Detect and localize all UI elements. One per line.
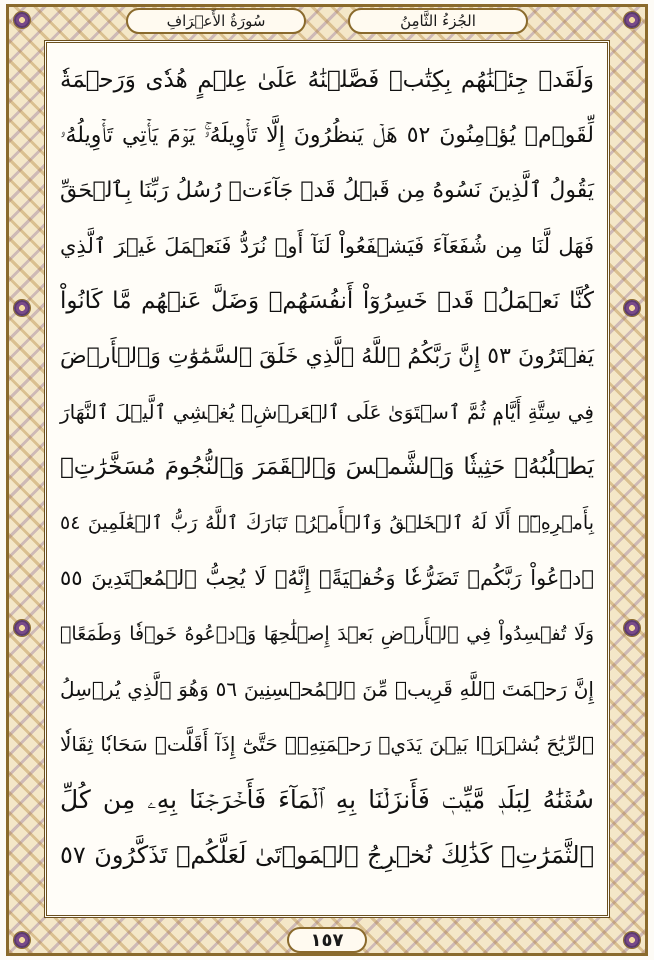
verse-line: يَفۡتَرُونَ ٥٣ إِنَّ رَبَّكُمُ ٱللَّهُ ٱلَّذِي خَلَقَ ٱلسَّمَٰوَٰتِ وَٱلۡأَرۡضَ — [60, 344, 594, 370]
verse-line: فِي سِتَّةِ أَيَّامٖ ثُمَّ ٱسۡتَوَىٰ عَلَى ٱلۡعَرۡشِۖ يُغۡشِي ٱلَّيۡلَ ٱلنَّهَارَ — [60, 400, 594, 425]
verse-line: سُقۡنَٰهُ لِبَلَدٖ مَّيِّتٖ فَأَنزَلۡنَا بِهِ ٱلۡمَآءَ فَأَخۡرَجۡنَا بِهِۦ مِن كُلِّ — [60, 784, 594, 814]
juz-label: الجُزءُ الثَّامِنُ — [400, 12, 476, 30]
rosette-ornament — [14, 12, 30, 28]
page-number — [287, 927, 367, 953]
verse-line: ٱلثَّمَرَٰتِۚ كَذَٰلِكَ نُخۡرِجُ ٱلۡمَوۡتَىٰ لَعَلَّكُمۡ تَذَكَّرُونَ ٥٧ — [60, 841, 594, 870]
verse-line: لِّقَوۡمٖ يُؤۡمِنُونَ ٥٢ هَلۡ يَنظُرُونَ إِلَّا تَأۡوِيلَهُۥۚ يَوۡمَ يَأۡتِي تَأۡوِيلُهُۥ — [60, 122, 595, 148]
rosette-ornament — [14, 932, 30, 948]
rosette-ornament — [14, 620, 30, 636]
rosette-ornament — [624, 12, 640, 28]
verse-lines — [60, 52, 594, 902]
verse-line: يَطۡلُبُهُۥ حَثِيثٗا وَٱلشَّمۡسَ وَٱلۡقَمَرَ وَٱلنُّجُومَ مُسَخَّرَٰتِۭ — [60, 454, 594, 481]
rosette-ornament — [624, 620, 640, 636]
verse-line: بِأَمۡرِهِۦٓۗ أَلَا لَهُ ٱلۡخَلۡقُ وَٱلۡأَمۡرُۗ تَبَارَكَ ٱللَّهُ رَبُّ ٱلۡعَٰلَمِينَ ٥٤ — [60, 511, 594, 534]
rosette-ornament — [14, 300, 30, 316]
verse-line: وَلَا تُفۡسِدُواْ فِي ٱلۡأَرۡضِ بَعۡدَ إِصۡلَٰحِهَا وَٱدۡعُوهُ خَوۡفٗا وَطَمَعًاۚ — [60, 622, 594, 645]
verse-line: وَلَقَدۡ جِئۡنَٰهُم بِكِتَٰبٖ فَصَّلۡنَٰهُ عَلَىٰ عِلۡمٍ هُدٗى وَرَحۡمَةٗ — [60, 66, 594, 93]
verse-line: فَهَل لَّنَا مِن شُفَعَآءَ فَيَشۡفَعُواْ لَنَآ أَوۡ نُرَدُّ فَنَعۡمَلَ غَيۡرَ ٱلَّذِي — [60, 233, 594, 258]
verse-line: ٱدۡعُواْ رَبَّكُمۡ تَضَرُّعٗا وَخُفۡيَةًۚ إِنَّهُۥ لَا يُحِبُّ ٱلۡمُعۡتَدِينَ ٥٥ — [60, 566, 594, 591]
verse-line: يَقُولُ ٱلَّذِينَ نَسُوهُ مِن قَبۡلُ قَدۡ جَآءَتۡ رُسُلُ رَبِّنَا بِٱلۡحَقِّ — [60, 177, 594, 203]
juz-header — [348, 8, 528, 34]
verse-line: إِنَّ رَحۡمَتَ ٱللَّهِ قَرِيبٞ مِّنَ ٱلۡمُحۡسِنِينَ ٥٦ وَهُوَ ٱلَّذِي يُرۡسِلُ — [60, 676, 594, 701]
surah-label: سُورَةُ الأَعۡرَافِ — [166, 12, 266, 30]
rosette-ornament — [624, 300, 640, 316]
verse-line: كُنَّا نَعۡمَلُۚ قَدۡ خَسِرُوٓاْ أَنفُسَهُمۡ وَضَلَّ عَنۡهُم مَّا كَانُواْ — [60, 288, 594, 315]
rosette-ornament — [624, 932, 640, 948]
verse-line: ٱلرِّيَٰحَ بُشۡرَۢا بَيۡنَ يَدَيۡ رَحۡمَتِهِۦۖ حَتَّىٰٓ إِذَآ أَقَلَّتۡ سَحَابٗا ثِقَالٗا — [60, 732, 595, 757]
surah-header — [126, 8, 306, 34]
page-number-label: ١٥٧ — [310, 929, 344, 951]
